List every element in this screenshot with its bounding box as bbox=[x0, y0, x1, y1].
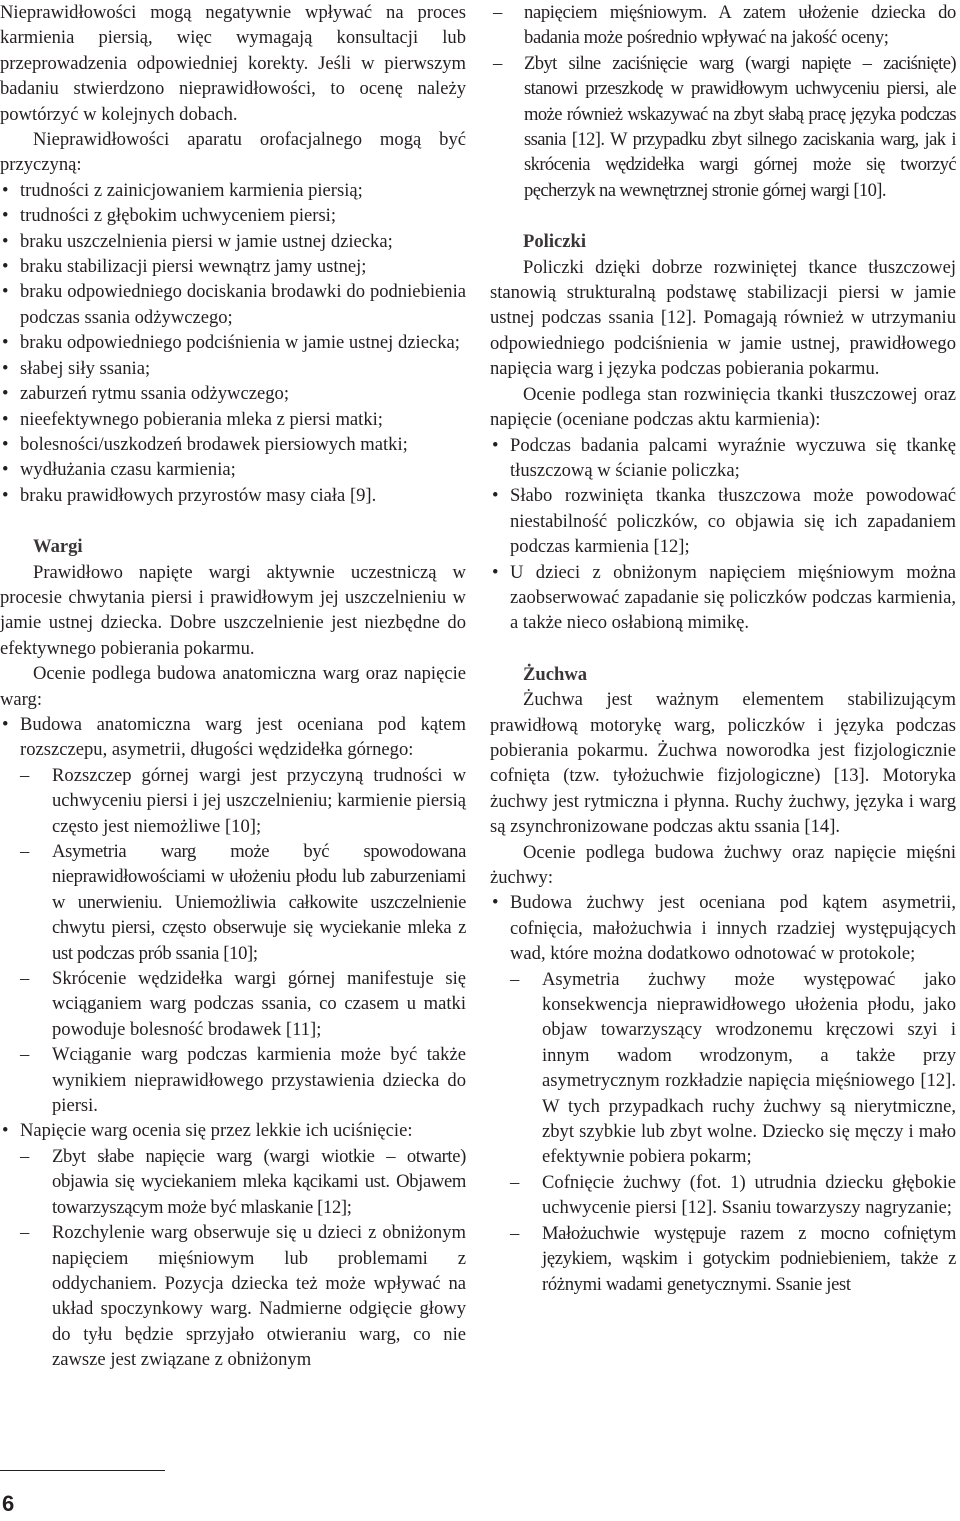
list-item: – Zbyt silne zaciśnięcie warg (wargi napięte – zaciśnięte) stanowi przeszkodę w prawidłowym uchwyceniu piersi, ale może również wskazywać na zbyt słabą pracę języka podczas ssania [12]. W przypadku zbyt silnego zaciskania warg, jak i skrócenia wędzidełka wargi górnej może się tworzyć pęcherzyk na wewnętrznej stronie górnej wargi [10]. bbox=[490, 51, 956, 203]
list-item: • zaburzeń rytmu ssania odżywczego; bbox=[0, 381, 466, 406]
causes-intro: Nieprawidłowości aparatu orofacjalnego mogą być przyczyną: bbox=[0, 129, 466, 176]
wargi-paragraph: Ocenie podlega budowa anatomiczna warg oraz napięcie warg: bbox=[0, 663, 466, 710]
list-item: • trudności z zainicjowaniem karmienia piersią; bbox=[0, 178, 466, 203]
list-item: • nieefektywnego pobierania mleka z piersi matki; bbox=[0, 407, 466, 432]
list-item: – Cofnięcie żuchwy (fot. 1) utrudnia dziecku głębokie uchwycenie piersi [12]. Ssaniu towarzyszy nagryzanie; bbox=[490, 1170, 956, 1221]
zuchwa-list bbox=[490, 890, 956, 966]
zuchwa-sublist bbox=[490, 967, 956, 1297]
list-item: • braku prawidłowych przyrostów masy ciała [9]. bbox=[0, 483, 466, 508]
list-item: • U dzieci z obniżonym napięciem mięśniowym można zaobserwować zapadanie się policzków podczas karmienia, a także nieco osłabioną mimikę. bbox=[490, 560, 956, 636]
list-item-text: Budowa anatomiczna warg jest oceniana pod kątem rozszczepu, asymetrii, długości wędzidełka górnego: bbox=[20, 713, 466, 761]
list-item: – Małożuchwie występuje razem z mocno cofniętym językiem, wąskim i gotyckim podniebieniem, także z różnymi wadami genetycznymi. Ssanie jest bbox=[490, 1221, 956, 1297]
list-item: – Skrócenie wędzidełka wargi górnej manifestuje się wciąganiem warg podczas ssania, co czasem u matki powoduje bolesność brodawek [11]; bbox=[0, 966, 466, 1042]
section-heading-zuchwa: Żuchwa bbox=[523, 663, 588, 685]
list-item: • braku odpowiedniego dociskania brodawki do podniebienia podczas ssania odżywczego; bbox=[0, 279, 466, 330]
zuchwa-paragraph: Żuchwa jest ważnym elementem stabilizującym prawidłową motorykę warg, policzków i języka podczas pobierania pokarmu. Żuchwa noworodka jest fizjologicznie cofnięta (tzw. tyłożuchwie fizjologiczne) [13]. Motoryka żuchwy jest rytmiczna i płynna. Ruchy żuchwy, języka i warg są zsynchronizowane podczas aktu ssania [14]. bbox=[490, 689, 956, 838]
wargi-anatomy-sublist bbox=[0, 763, 466, 1119]
wargi-tension-sublist bbox=[0, 1144, 466, 1373]
list-item: • trudności z głębokim uchwyceniem piersi; bbox=[0, 203, 466, 228]
zuchwa-paragraph: Ocenie podlega budowa żuchwy oraz napięcie mięśni żuchwy: bbox=[490, 841, 956, 888]
wargi-list bbox=[0, 712, 466, 763]
list-item: • braku uszczelnienia piersi w jamie ustnej dziecka; bbox=[0, 229, 466, 254]
list-item: • braku odpowiedniego podciśnienia w jamie ustnej dziecka; bbox=[0, 330, 466, 355]
policzki-list bbox=[490, 433, 956, 636]
list-item: • słabej siły ssania; bbox=[0, 356, 466, 381]
list-item: • braku stabilizacji piersi wewnątrz jamy ustnej; bbox=[0, 254, 466, 279]
policzki-paragraph: Policzki dzięki dobrze rozwiniętej tkance tłuszczowej stanowią strukturalną podstawę stabilizacji piersi w jamie ustnej podczas ssania [12]. Pomagają również w utrzymaniu odpowiedniego podciśnienia w jamie ustnej, prawidłowego napięcia warg i języka podczas pobierania pokarmu. bbox=[490, 256, 956, 380]
section-heading-policzki: Policzki bbox=[523, 231, 586, 253]
list-item: – Asymetria warg może być spowodowana nieprawidłowościami w ułożeniu płodu lub zaburzeniami w unerwieniu. Uniemożliwia całkowite uszczelnienie chwytu piersi, często obserwuje się wyciekanie mleka z ust podczas prób ssania [10]; bbox=[0, 839, 466, 966]
list-item: – Rozszczep górnej wargi jest przyczyną trudności w uchwyceniu piersi i jej uszczelnieniu; karmienie piersią często jest niemożliwe [10]; bbox=[0, 763, 466, 839]
list-item: – Wciąganie warg podczas karmienia może być także wynikiem nieprawidłowego przystawienia dziecka do piersi. bbox=[0, 1042, 466, 1118]
wargi-tension-sublist-continued bbox=[490, 0, 956, 203]
list-item: – Zbyt słabe napięcie warg (wargi wiotkie – otwarte) objawia się wyciekaniem mleka kącikami ust. Objawem towarzyszącym może być mlaskanie [12]; bbox=[0, 1144, 466, 1220]
page-number: 6 bbox=[2, 1491, 15, 1516]
list-item-continued bbox=[490, 0, 956, 51]
intro-paragraph: Nieprawidłowości mogą negatywnie wpływać na proces karmienia piersią, więc wymagają konsultacji lub przeprowadzenia odpowiedniej korekty. Jeśli w pierwszym badaniu stwierdzono nieprawidłowości, to ocenę należy powtórzyć w kolejnych dobach. bbox=[0, 2, 466, 125]
list-item: • Słabo rozwinięta tkanka tłuszczowa może powodować niestabilność policzków, co objawia się ich zapadaniem podczas karmienia [12]; bbox=[490, 483, 956, 559]
right-column bbox=[490, 0, 956, 1297]
list-item: – Asymetria żuchwy może występować jako konsekwencja nieprawidłowego ułożenia płodu, jako objaw towarzyszący wrodzonemu kręczowi szyi i innym wadom wrodzonym, a także przy asymetrycznym rozkładzie napięcia mięśniowego [12]. W tych przypadkach ruchy żuchwy są nierytmiczne, zbyt szybkie lub zbyt wolne. Dziecko się męczy i mało efektywnie pobiera pokarm; bbox=[490, 967, 956, 1170]
policzki-paragraph: Ocenie podlega stan rozwinięcia tkanki tłuszczowej oraz napięcie (oceniane podczas aktu karmienia): bbox=[490, 383, 956, 431]
footer-divider bbox=[0, 1470, 165, 1471]
list-item: • wydłużania czasu karmienia; bbox=[0, 457, 466, 482]
section-heading-wargi: Wargi bbox=[33, 536, 83, 558]
list-item: • bolesności/uszkodzeń brodawek piersiowych matki; bbox=[0, 432, 466, 457]
list-item: • Budowa żuchwy jest oceniana pod kątem asymetrii, cofnięcia, małożuchwia i innych rzadziej występujących wad, które można dodatkowo odnotować w protokole; bbox=[490, 890, 956, 966]
list-item-text: napięciem mięśniowym. A zatem ułożenie dziecka do badania może pośrednio wpływać na jakość oceny; bbox=[524, 2, 956, 49]
left-column bbox=[0, 0, 466, 1373]
list-item: • Napięcie warg ocenia się przez lekkie ich uciśnięcie: bbox=[0, 1118, 466, 1143]
list-item: – Rozchylenie warg obserwuje się u dzieci z obniżonym napięciem mięśniowym lub problemami z oddychaniem. Pozycja dziecka też może wpływać na układ spoczynkowy warg. Nadmierne odgięcie głowy do tyłu będzie sprzyjało otwieraniu warg, co nie zawsze jest związane z obniżonym bbox=[0, 1220, 466, 1372]
causes-list bbox=[0, 178, 466, 508]
list-item: • Podczas badania palcami wyraźnie wyczuwa się tkankę tłuszczową w ścianie policzka; bbox=[490, 433, 956, 484]
list-item bbox=[0, 712, 466, 763]
wargi-list bbox=[0, 1118, 466, 1143]
wargi-paragraph: Prawidłowo napięte wargi aktywnie uczestniczą w procesie chwytania piersi i prawidłowym jej uszczelnieniu w jamie ustnej dziecka. Dobre uszczelnienie jest niezbędne do efektywnego pobierania pokarmu. bbox=[0, 561, 466, 659]
